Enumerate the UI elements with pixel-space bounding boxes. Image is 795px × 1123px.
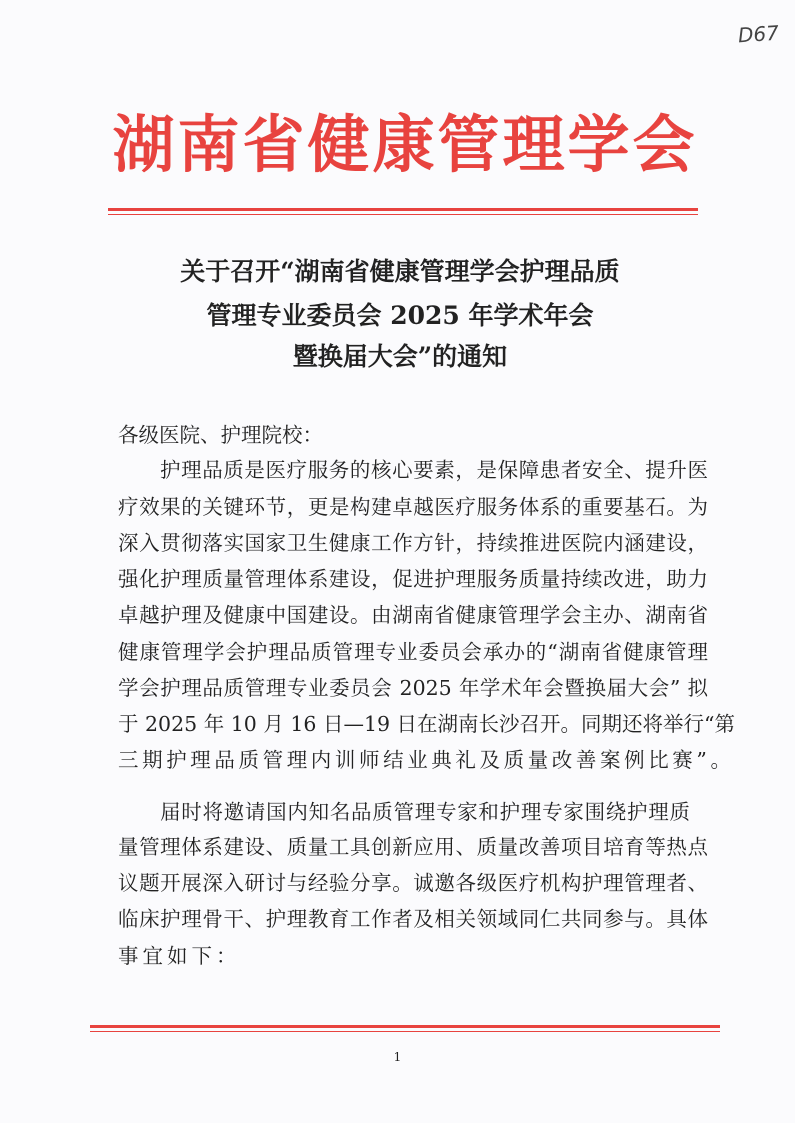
paragraph-line: 强化护理质量管理体系建设，促进护理服务质量持续改进，助力 (118, 567, 708, 591)
paragraph-line: 量管理体系建设、质量工具创新应用、质量改善项目培育等热点 (118, 835, 708, 859)
paragraph-line: 深入贯彻落实国家卫生健康工作方针，持续推进医院内涵建设， (118, 531, 708, 555)
paragraph-line: 学会护理品质管理专业委员会 2025 年学术年会暨换届大会” 拟 (118, 676, 708, 700)
paragraph-line: 疗效果的关键环节，更是构建卓越医疗服务体系的重要基石。为 (118, 495, 708, 519)
salutation: 各级医院、护理院校： (118, 423, 323, 447)
paragraph-line: 临床护理骨干、护理教育工作者及相关领域同仁共同参与。具体 (118, 907, 708, 931)
paragraph-line: 届时将邀请国内知名品质管理专家和护理专家围绕护理质 (160, 800, 690, 824)
notice-title-line: 管理专业委员会 2025 年学术年会 (206, 301, 594, 330)
paragraph-line: 健康管理学会护理品质管理专业委员会承办的“湖南省健康管理 (118, 640, 708, 664)
paragraph-line: 事宜如下： (118, 944, 241, 968)
page-number: 1 (393, 1050, 402, 1064)
paragraph-line: 三期护理品质管理内训师结业典礼及质量改善案例比赛”。 (118, 748, 735, 772)
paragraph-line: 卓越护理及健康中国建设。由湖南省健康管理学会主办、湖南省 (118, 603, 708, 627)
notice-title-line: 关于召开“湖南省健康管理学会护理品质 (180, 257, 620, 286)
header-rule (108, 208, 698, 211)
paragraph-line: 于 2025 年 10 月 16 日—19 日在湖南长沙召开。同期还将举行“第 (118, 712, 736, 736)
notice-title-line: 暨换届大会”的通知 (292, 342, 508, 371)
paragraph-line: 议题开展深入研讨与经验分享。诚邀各级医疗机构护理管理者、 (118, 871, 708, 895)
handwritten-mark: D67 (737, 20, 780, 48)
footer-rule-thin (90, 1031, 720, 1032)
footer-rule (90, 1025, 720, 1028)
paragraph-line: 护理品质是医疗服务的核心要素，是保障患者安全、提升医 (160, 458, 708, 482)
header-rule-thin (108, 214, 698, 215)
organization-header: 湖南省健康管理学会 (112, 108, 698, 181)
